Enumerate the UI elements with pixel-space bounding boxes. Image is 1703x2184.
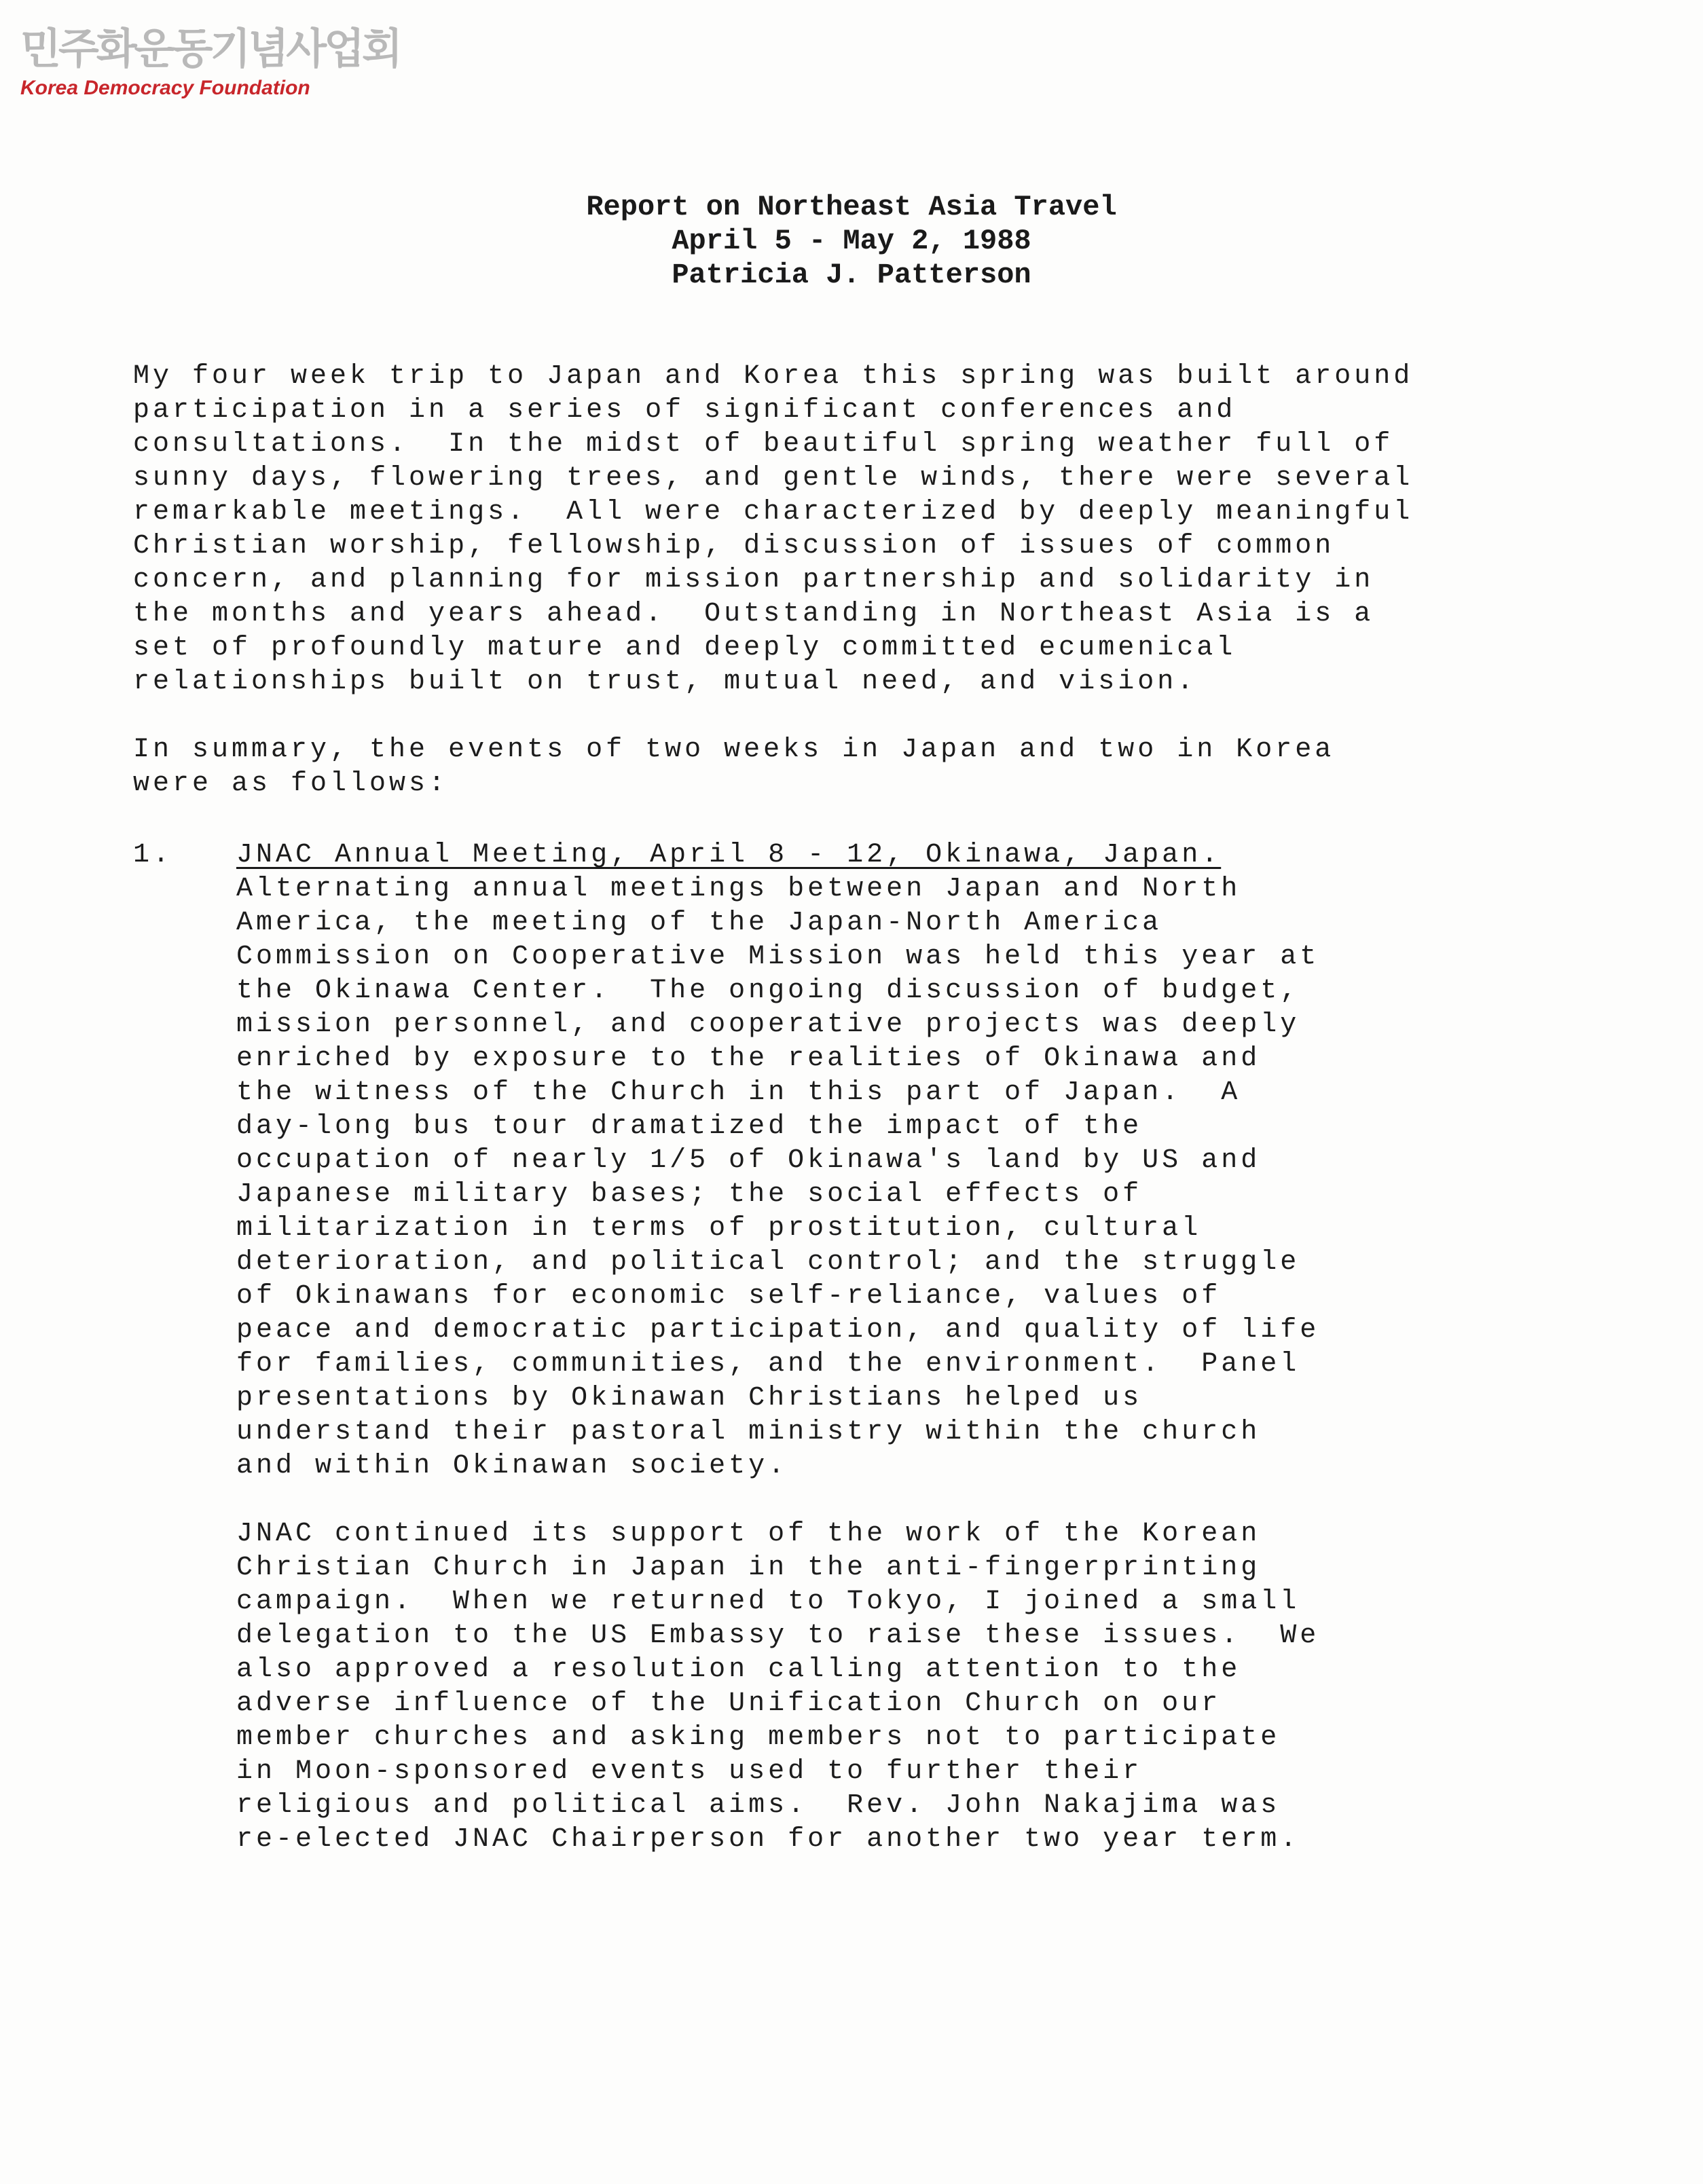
summary-paragraph: In summary, the events of two weeks in Japan and two in Korea were as follows:: [133, 735, 1335, 799]
report-author: Patricia J. Patterson: [672, 259, 1031, 291]
watermark-korean-name: 민주화운동기념사업회: [20, 24, 400, 73]
intro-paragraph: My four week trip to Japan and Korea this spring was built around participation in a series of significant conferences and consultations. In the midst of beautiful spring weather full of sunny days, flowering trees, and gentle winds, there were several remarkable meetings. All were characterized by deeply meaningful Christian worship, fellowship, discussion of issues of common concern, and planning for mission partnership and solidarity in the months and years ahead. Outstanding in Northeast Asia is a set of profoundly mature and deeply committed ecumenical relationships built on trust, mutual need, and vision.: [133, 361, 1414, 697]
item-1-heading: JNAC Annual Meeting, April 8 - 12, Okinawa, Japan.: [236, 840, 1222, 870]
item-1-number: 1.: [133, 840, 173, 870]
report-title: Report on Northeast Asia Travel: [586, 191, 1117, 223]
report-dates: April 5 - May 2, 1988: [672, 225, 1031, 257]
foundation-watermark: [20, 24, 400, 100]
item-1-body: Alternating annual meetings between Japan and North America, the meeting of the Japan-North America Commission on Cooperative Mission was held this year at the Okinawa Center. The ongoing discussion of budget, mission personnel, and cooperative projects was deeply enriched by exposure to the realities of Okinawa and the witness of the Church in this part of Japan. A day-long bus tour dramatized the impact of the occupation of nearly 1/5 of Okinawa's land by US and Japanese military bases; the social effects of militarization in terms of prostitution, cultural deterioration, and political control; and the struggle of Okinawans for economic self-reliance, values of peace and democratic participation, and quality of life for families, communities, and the environment. Panel presentations by Okinawan Christians helped us understand their pastoral ministry within the church and within Okinawan society.: [236, 874, 1320, 1481]
watermark-english-name: Korea Democracy Foundation: [20, 77, 310, 99]
report-header: [0, 190, 1703, 292]
item-1-body-continued: JNAC continued its support of the work of the Korean Christian Church in Japan in the anti-fingerprinting campaign. When we returned to Tokyo, I joined a small delegation to the US Embassy to raise these issues. We also approved a resolution calling attention to the adverse influence of the Unification Church on our member churches and asking members not to participate in Moon-sponsored events used to further their religious and political aims. Rev. John Nakajima was re-elected JNAC Chairperson for another two year term.: [236, 1519, 1320, 1855]
